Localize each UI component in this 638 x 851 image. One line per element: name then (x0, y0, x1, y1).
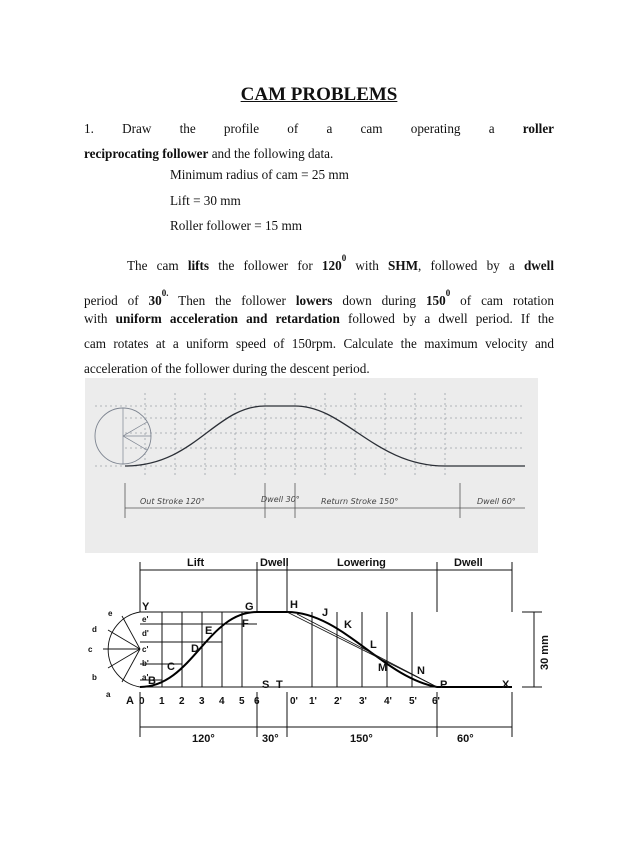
para-line-1: The cam lifts the follower for $120^0$ with SHM, followed by a dwell (127, 253, 554, 273)
svg-text:Y: Y (142, 601, 150, 613)
sketch-label-outstroke: Out Stroke 120° (140, 497, 205, 506)
svg-text:d: d (92, 625, 97, 634)
svg-text:B: B (148, 675, 156, 687)
svg-text:K: K (344, 619, 352, 631)
svg-text:1': 1' (309, 696, 317, 707)
svg-text:e: e (108, 609, 113, 618)
para-line-5: acceleration of the follower during the descent period. (84, 361, 370, 376)
svg-text:a': a' (142, 673, 149, 682)
problem-word: of (287, 121, 299, 136)
svg-text:6': 6' (432, 696, 440, 707)
problem-word: Draw (122, 121, 152, 136)
svg-text:0: 0 (139, 696, 145, 707)
svg-text:2': 2' (334, 696, 342, 707)
svg-text:J: J (322, 607, 329, 619)
svg-text:X: X (502, 679, 510, 691)
label-dwell-top: Dwell (260, 557, 289, 569)
svg-text:E: E (205, 625, 213, 637)
svg-text:6: 6 (254, 696, 260, 707)
svg-text:M: M (378, 662, 388, 674)
svg-text:5': 5' (409, 696, 417, 707)
data-min-radius: Minimum radius of cam = 25 mm (170, 167, 349, 182)
svg-text:3': 3' (359, 696, 367, 707)
label-60: 60° (457, 733, 474, 745)
svg-text:5: 5 (239, 696, 245, 707)
page-title: CAM PROBLEMS (240, 84, 398, 105)
svg-text:4': 4' (384, 696, 392, 707)
sketch-label-dwell-2: Dwell 60° (477, 497, 516, 506)
problem-word: the (179, 121, 196, 136)
svg-text:C: C (167, 661, 175, 673)
svg-text:D: D (191, 643, 199, 655)
svg-text:1: 1 (159, 696, 165, 707)
label-30: 30° (262, 733, 279, 745)
label-lowering: Lowering (337, 557, 386, 569)
svg-text:L: L (370, 639, 377, 651)
para-line-2: period of $30^{0.}$ Then the follower lowers down during $150^0$ of cam rotation (84, 288, 554, 308)
label-dwell-top-2: Dwell (454, 557, 483, 569)
svg-text:2: 2 (179, 696, 185, 707)
svg-text:F: F (242, 618, 249, 630)
label-120: 120° (192, 733, 215, 745)
problem-word: profile (223, 121, 260, 136)
svg-text:e': e' (142, 615, 149, 624)
label-150: 150° (350, 733, 373, 745)
svg-text:G: G (245, 601, 254, 613)
svg-text:b': b' (142, 659, 149, 668)
svg-text:b: b (92, 673, 97, 682)
svg-text:c': c' (142, 645, 149, 654)
svg-text:a: a (106, 690, 111, 699)
svg-text:P: P (440, 679, 448, 691)
label-30mm: 30 mm (539, 635, 551, 670)
displacement-diagram (82, 552, 552, 757)
svg-text:d': d' (142, 629, 149, 638)
para-line-3: with uniform acceleration and retardation followed by a dwell period. If the (84, 311, 554, 326)
svg-text:S: S (262, 679, 270, 691)
problem-word: roller (522, 121, 555, 136)
problem-word: operating (410, 121, 461, 136)
problem-word: a (326, 121, 333, 136)
svg-text:0': 0' (290, 696, 298, 707)
data-lift: Lift = 30 mm (170, 193, 241, 208)
label-lift: Lift (187, 557, 205, 569)
para-line-4: cam rotates at a uniform speed of 150rpm. Calculate the maximum velocity and (84, 336, 554, 351)
problem-word: a (488, 121, 495, 136)
svg-text:4: 4 (219, 696, 225, 707)
sketch-label-return: Return Stroke 150° (321, 497, 399, 506)
svg-text:c: c (88, 645, 93, 654)
svg-text:N: N (417, 665, 425, 677)
problem-line-2: reciprocating follower and the following data. (84, 146, 334, 161)
follower-type: reciprocating follower (84, 146, 209, 161)
hand-sketch-figure (85, 378, 538, 553)
svg-text:3: 3 (199, 696, 205, 707)
sketch-label-dwell-1: Dwell 30° (261, 495, 300, 504)
problem-line-1 (84, 116, 554, 141)
svg-text:A: A (126, 695, 134, 707)
svg-text:T: T (276, 679, 283, 691)
problem-number: 1. (84, 121, 94, 136)
svg-text:H: H (290, 599, 298, 611)
data-roller: Roller follower = 15 mm (170, 218, 302, 233)
problem-word: cam (360, 121, 383, 136)
